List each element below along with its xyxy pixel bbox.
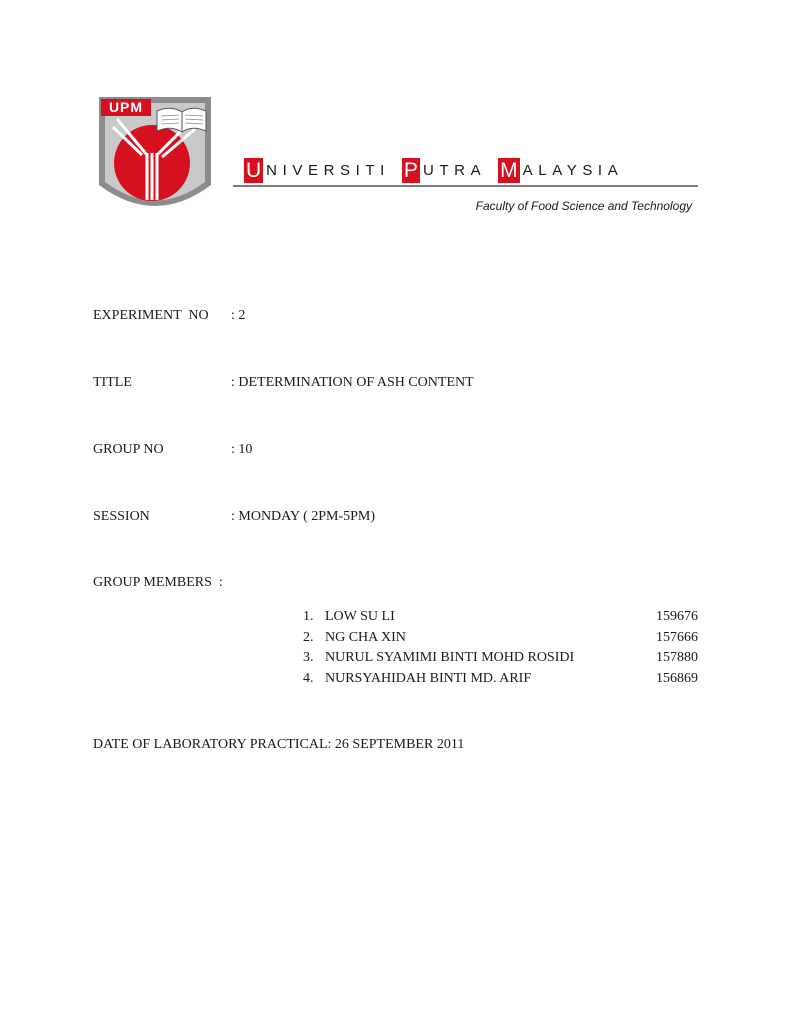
experiment-label: EXPERIMENT NO [93,308,209,323]
university-initial-u: U [246,158,262,182]
svg-text:UPM: UPM [108,99,144,115]
member-number: 3. [303,650,314,665]
university-word-3: ALAYSIA [522,161,624,179]
list-item [303,650,698,671]
faculty-name: Faculty of Food Science and Technology [475,199,692,213]
member-id: 157666 [656,629,698,645]
member-number: 1. [303,609,314,624]
members-label: GROUP MEMBERS : [93,575,223,590]
university-name [244,153,697,187]
member-name: NURSYAHIDAH BINTI MD. ARIF [325,670,532,686]
group-value: : 10 [231,442,253,457]
upm-logo [95,95,213,223]
university-word-1: NIVERSITI [266,161,390,179]
list-item [303,609,698,630]
header-rule [233,185,698,187]
lab-date: DATE OF LABORATORY PRACTICAL: 26 SEPTEMBER 2011 [93,737,465,752]
title-value: : DETERMINATION OF ASH CONTENT [231,375,474,390]
university-initial-p: P [403,158,418,182]
member-number: 4. [303,670,314,686]
group-label: GROUP NO [93,442,164,457]
title-label: TITLE [93,375,132,390]
member-number: 2. [303,629,314,645]
session-label: SESSION [93,509,150,524]
member-name: LOW SU LI [325,609,395,624]
member-name: NURUL SYAMIMI BINTI MOHD ROSIDI [325,650,575,665]
university-initial-m: M [500,158,518,182]
session-value: : MONDAY ( 2PM-5PM) [231,509,376,524]
member-name: NG CHA XIN [325,629,406,645]
experiment-value: : 2 [231,308,246,323]
list-item [303,671,698,692]
university-word-2: UTRA [422,161,487,179]
members-list [303,609,698,691]
member-id: 157880 [656,650,698,665]
member-id: 156869 [656,670,698,686]
list-item [303,630,698,651]
member-id: 159676 [656,609,698,624]
